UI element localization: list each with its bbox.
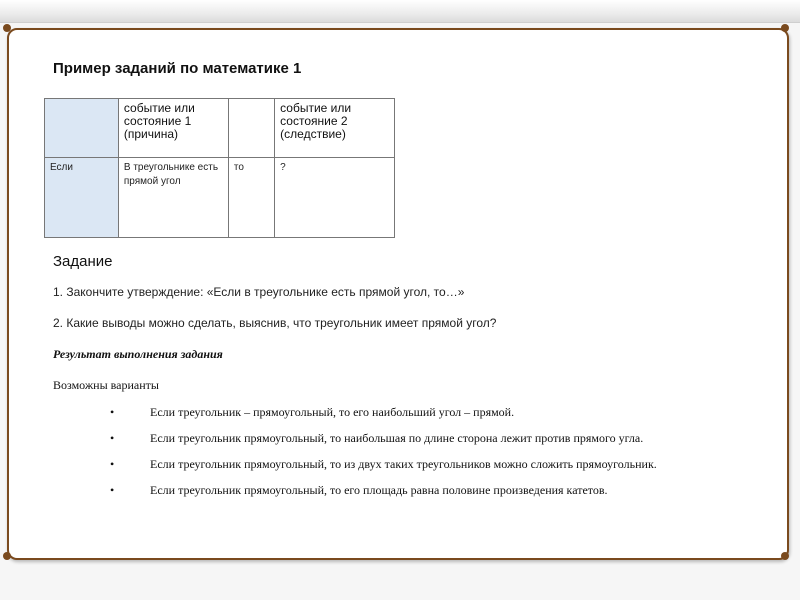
table-cell-then: то: [228, 158, 274, 238]
list-item: [110, 457, 688, 471]
task-item-2: 2. Какие выводы можно сделать, выяснив, что треугольник имеет прямой угол?: [53, 316, 497, 330]
table-cell-condition: В треугольнике есть прямой угол: [118, 158, 228, 238]
table-header-row: [45, 99, 395, 158]
frame-corner-dot: [3, 552, 11, 560]
table-cell-if: Если: [45, 158, 119, 238]
bullet-icon: •: [110, 431, 115, 445]
option-text: Если треугольник – прямоугольный, то его наибольший угол – прямой.: [150, 405, 515, 419]
frame-corner-dot: [781, 24, 789, 32]
list-item: [110, 405, 688, 419]
options-heading: Возможны варианты: [53, 378, 159, 392]
frame-corner-dot: [3, 24, 11, 32]
list-item: [110, 483, 688, 497]
table-header-cell-effect: событие или состояние 2 (следствие): [275, 99, 395, 158]
option-text: Если треугольник прямоугольный, то из двух таких треугольников можно сложить прямоугольник.: [150, 457, 657, 471]
cause-effect-table: [44, 98, 395, 238]
bullet-icon: •: [110, 457, 115, 471]
options-list: [110, 405, 688, 509]
list-item: [110, 431, 688, 445]
table-header-cell: [228, 99, 274, 158]
bullet-icon: •: [110, 483, 115, 497]
bullet-icon: •: [110, 405, 115, 419]
task-item-1: 1. Закончите утверждение: «Если в треугольнике есть прямой угол, то…»: [53, 285, 465, 299]
frame-corner-dot: [781, 552, 789, 560]
option-text: Если треугольник прямоугольный, то его площадь равна половине произведения катетов.: [150, 483, 608, 497]
result-heading: Результат выполнения задания: [53, 347, 223, 361]
top-bar: [0, 0, 800, 23]
option-text: Если треугольник прямоугольный, то наибольшая по длине сторона лежит против прямого угла.: [150, 431, 644, 445]
table-cell-result: ?: [275, 158, 395, 238]
task-heading: Задание: [53, 253, 113, 270]
table-row: [45, 158, 395, 238]
slide-title: Пример заданий по математике 1: [53, 60, 302, 77]
table-header-cell-cause: событие или состояние 1 (причина): [118, 99, 228, 158]
table-header-cell: [45, 99, 119, 158]
